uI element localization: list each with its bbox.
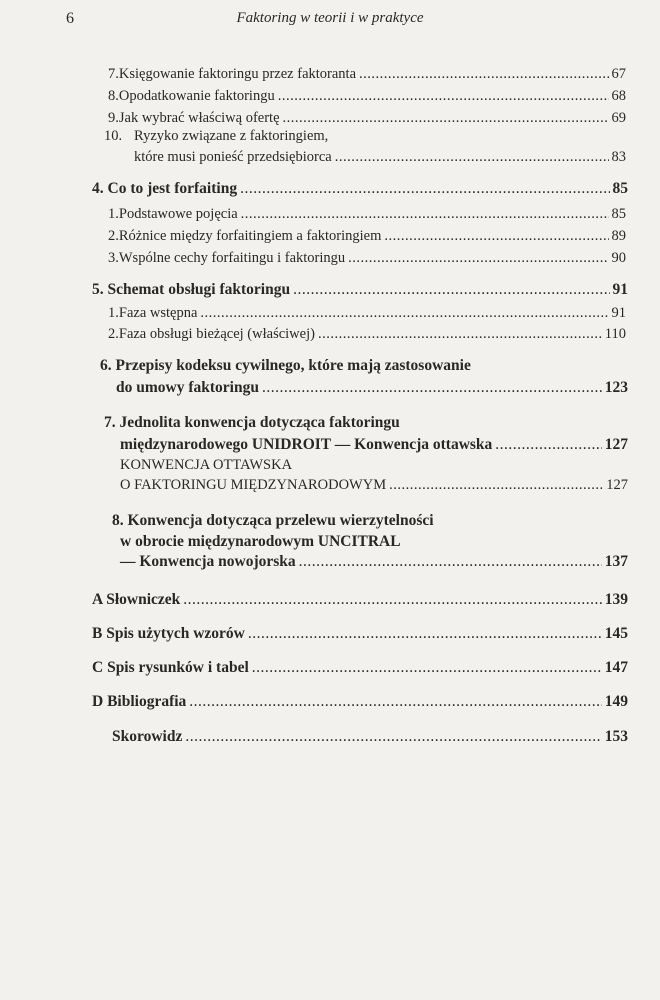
entry-number: 1. [108,206,119,222]
leader-dots [252,660,602,676]
entry-number: 10. [104,128,123,144]
chapter-page: 85 [612,180,628,197]
convention-page: 127 [606,476,628,493]
entry-number: 9. [108,110,119,126]
entry-page: 68 [611,88,626,104]
index-page: 153 [604,728,628,745]
leader-dots [389,478,603,493]
entry-title: Faza obsługi bieżącej (właściwej) [118,326,315,342]
leader-dots [278,89,609,104]
chapter-title: 4. Co to jest forfaiting [92,180,238,197]
entry-number: 2. [108,228,119,244]
entry-title: Opodatkowanie faktoringu [118,88,275,104]
chapter-title-line1: 8. Konwencja dotycząca przelewu wierzytelności [112,512,434,529]
toc-index[interactable] [112,729,628,745]
leader-dots [185,729,601,745]
entry-number: 3. [108,250,119,266]
page-number: 6 [66,10,74,27]
chapter-page: 91 [612,281,628,298]
entry-page: 110 [604,326,626,342]
leader-dots [495,437,601,453]
appendix-title: C Spis rysunków i tabel [92,659,249,676]
toc-entry-3-7[interactable] [108,67,626,82]
entry-title-line2: które musi ponieść przedsiębiorca [134,148,332,165]
toc-chapter-4[interactable] [92,181,628,197]
leader-dots [248,626,602,642]
toc-entry-4-3[interactable] [108,251,626,266]
leader-dots [262,380,602,396]
entry-page: 69 [611,110,626,126]
entry-page: 89 [611,228,626,244]
entry-title: Różnice między forfaitingiem a faktoringiem [118,228,382,244]
leader-dots [299,554,602,570]
leader-dots [189,694,601,710]
appendix-page: 139 [604,591,628,608]
chapter-title-line2: do umowy faktoringu [116,378,259,396]
appendix-title: A Słowniczek [92,591,181,608]
entry-page: 85 [611,206,626,222]
entry-number: 7. [108,66,119,82]
entry-number: 8. [108,88,119,104]
chapter-page: 127 [604,435,628,453]
entry-title: Podstawowe pojęcia [118,206,238,222]
toc-entry-3-9[interactable] [108,111,626,126]
chapter-page: 137 [604,553,628,570]
entry-page: 83 [611,148,626,165]
entry-number: 2. [108,326,119,342]
appendix-page: 145 [604,625,628,642]
entry-title: Jak wybrać właściwą ofertę [118,110,280,126]
leader-dots [348,251,608,266]
toc-chapter-6[interactable] [100,358,628,395]
appendix-page: 149 [604,693,628,710]
appendix-title: D Bibliografia [92,693,187,710]
appendix-page: 147 [604,659,628,676]
entry-title-line1: Ryzyko związane z faktoringiem, [134,128,329,144]
toc-appendix-a[interactable] [92,592,628,608]
entry-page: 90 [611,250,626,266]
chapter-title-line2: w obrocie międzynarodowym UNCITRAL [120,532,401,550]
toc-entry-5-2[interactable] [108,327,626,342]
entry-title: Wspólne cechy forfaitingu i faktoringu [118,250,346,266]
entry-page: 67 [611,66,626,82]
toc-appendix-c[interactable] [92,660,628,676]
leader-dots [293,282,609,298]
toc-chapter-7[interactable] [104,415,628,492]
leader-dots [241,207,609,222]
leader-dots [384,229,608,244]
toc-entry-4-2[interactable] [108,229,626,244]
toc-entry-5-1[interactable] [108,306,626,321]
toc-chapter-5[interactable] [92,282,628,298]
entry-title: Księgowanie faktoringu przez faktoranta [118,66,357,82]
leader-dots [240,181,609,197]
toc-chapter-8[interactable] [112,513,628,570]
convention-title-line2: O FAKTORINGU MIĘDZYNARODOWYM [120,476,387,493]
index-title: Skorowidz [112,728,183,745]
toc-appendix-d[interactable] [92,694,628,710]
chapter-title-line1: 6. Przepisy kodeksu cywilnego, które mają zastosowanie [100,357,471,374]
entry-page: 91 [611,305,626,321]
toc-entry-3-10[interactable] [104,129,626,164]
chapter-title: 5. Schemat obsługi faktoringu [92,281,291,298]
chapter-title-line3: — Konwencja nowojorska [120,553,296,570]
leader-dots [359,67,608,82]
leader-dots [335,150,609,165]
leader-dots [183,592,601,608]
entry-title: Faza wstępna [118,305,198,321]
toc-entry-3-8[interactable] [108,89,626,104]
toc-appendix-b[interactable] [92,626,628,642]
chapter-title-line1: 7. Jednolita konwencja dotycząca faktoringu [104,414,400,431]
running-header: Faktoring w teorii i w praktyce [236,10,424,26]
toc-entry-4-1[interactable] [108,207,626,222]
entry-number: 1. [108,305,119,321]
leader-dots [200,306,608,321]
chapter-title-line2: międzynarodowego UNIDROIT — Konwencja ottawska [120,435,493,453]
leader-dots [283,111,609,126]
appendix-title: B Spis użytych wzorów [92,625,245,642]
leader-dots [318,327,602,342]
convention-title-line1: KONWENCJA OTTAWSKA [120,457,293,473]
chapter-page: 123 [604,378,628,396]
